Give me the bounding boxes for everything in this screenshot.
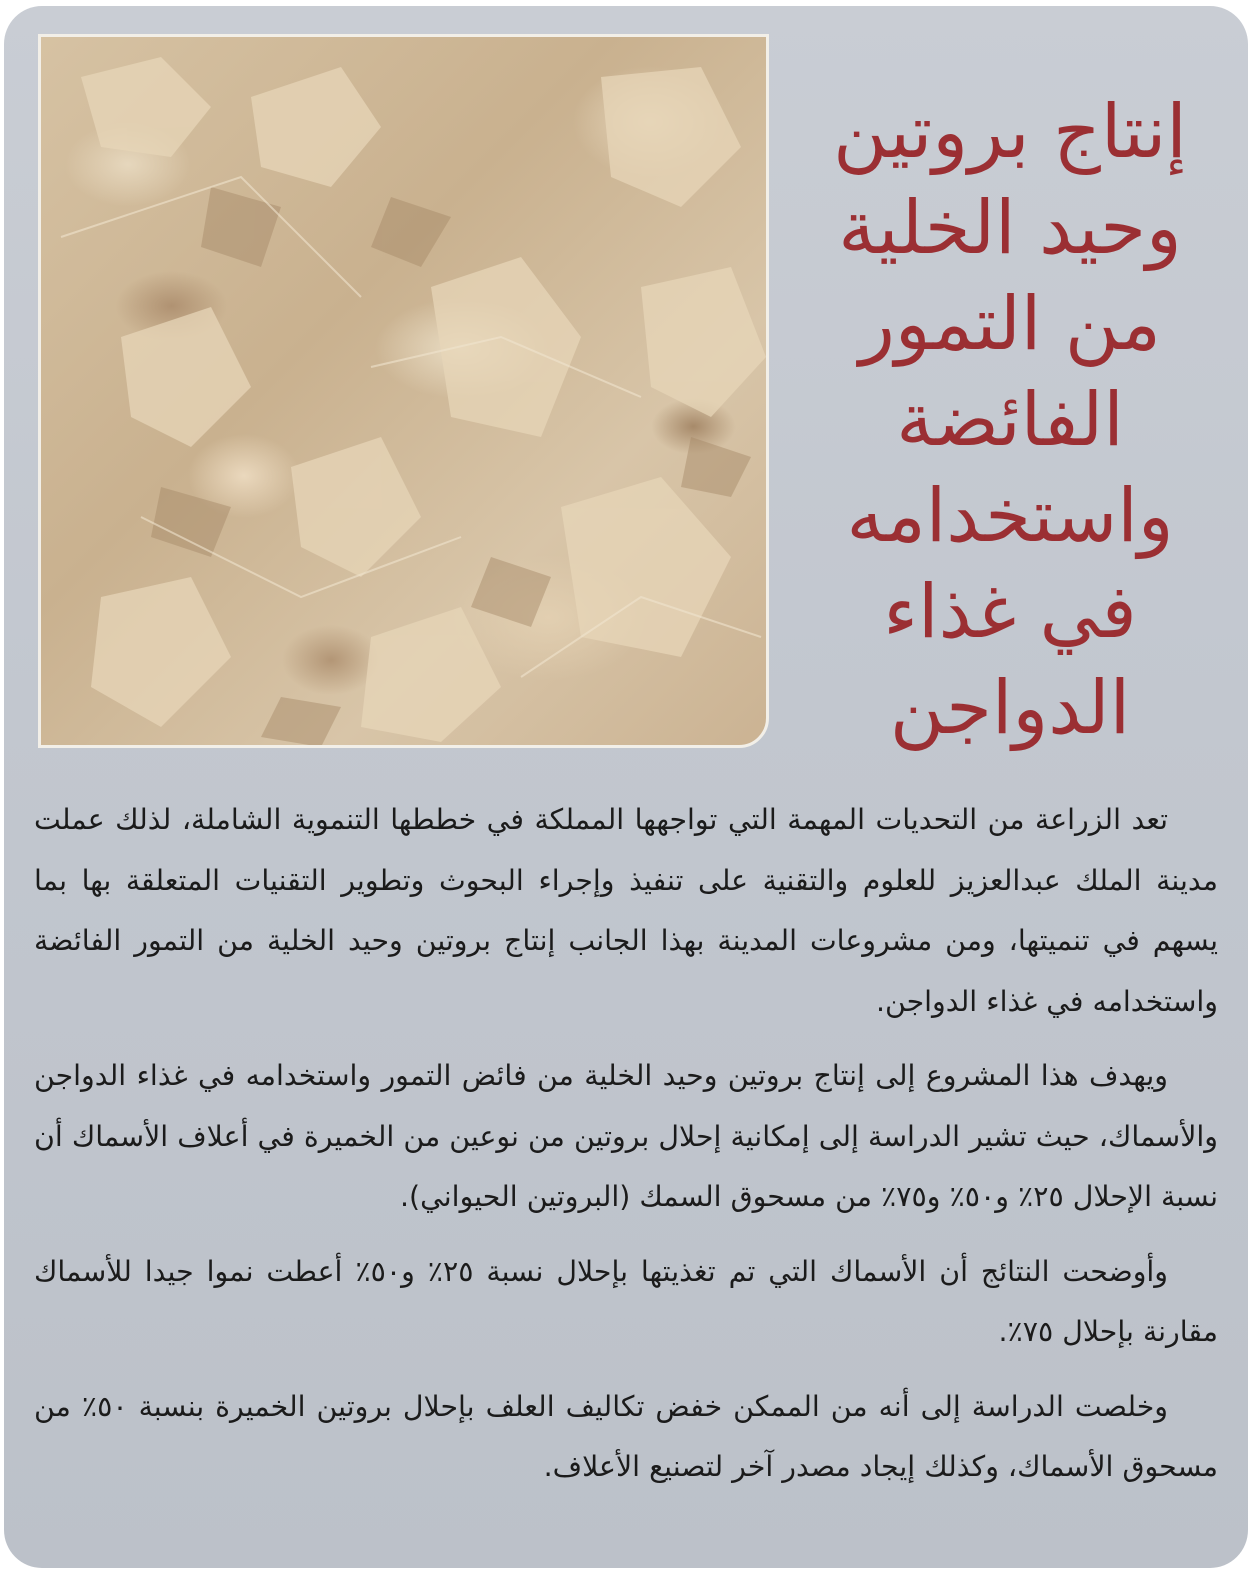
yeast-flakes-photo [38, 34, 769, 748]
title-line: وحيد الخلية [838, 185, 1182, 271]
body-paragraph: وأوضحت النتائج أن الأسماك التي تم تغذيتها بإحلال نسبة ٢٥٪ و٥٠٪ أعطت نموا جيدا للأسماك مقارنة بإحلال ٧٥٪. [34, 1254, 1218, 1348]
body-paragraph: وخلصت الدراسة إلى أنه من الممكن خفض تكاليف العلف بإحلال بروتين الخميرة بنسبة ٥٠٪ من مسحوق الأسماك، وكذلك إيجاد مصدر آخر لتصنيع الأعلاف. [34, 1389, 1218, 1483]
title-line: الفائضة [896, 377, 1124, 463]
title-line: إنتاج بروتين [833, 89, 1187, 175]
body-paragraph: ويهدف هذا المشروع إلى إنتاج بروتين وحيد الخلية من فائض التمور واستخدامه في غذاء الدواجن والأسماك، حيث تشير الدراسة إلى إمكانية إحلال بروتين من نوعين من الخميرة في أعلاف الأسماك أن نسبة الإحلال ٢٥٪ و٥٠٪ و٧٥٪ من مسحوق السمك (البروتين الحيواني). [34, 1059, 1218, 1213]
article-body [34, 790, 1218, 1512]
title-line: من التمور [859, 281, 1161, 367]
photo-texture [41, 37, 769, 748]
title-line: الدواجن [889, 665, 1131, 751]
article-panel [4, 6, 1248, 1568]
body-paragraph: تعد الزراعة من التحديات المهمة التي تواجهها المملكة في خططها التنموية الشاملة، لذلك عملت مدينة الملك عبدالعزيز للعلوم والتقنية على تنفيذ وإجراء البحوث وتطوير التقنيات المتعلقة بها بما يسهم في تنميتها، ومن مشروعات المدينة بهذا الجانب إنتاج بروتين وحيد الخلية من التمور الفائضة واستخدامه في غذاء الدواجن. [34, 803, 1218, 1018]
article-title [800, 84, 1220, 756]
title-line: واستخدامه [846, 473, 1174, 559]
title-line: في غذاء [883, 569, 1137, 655]
